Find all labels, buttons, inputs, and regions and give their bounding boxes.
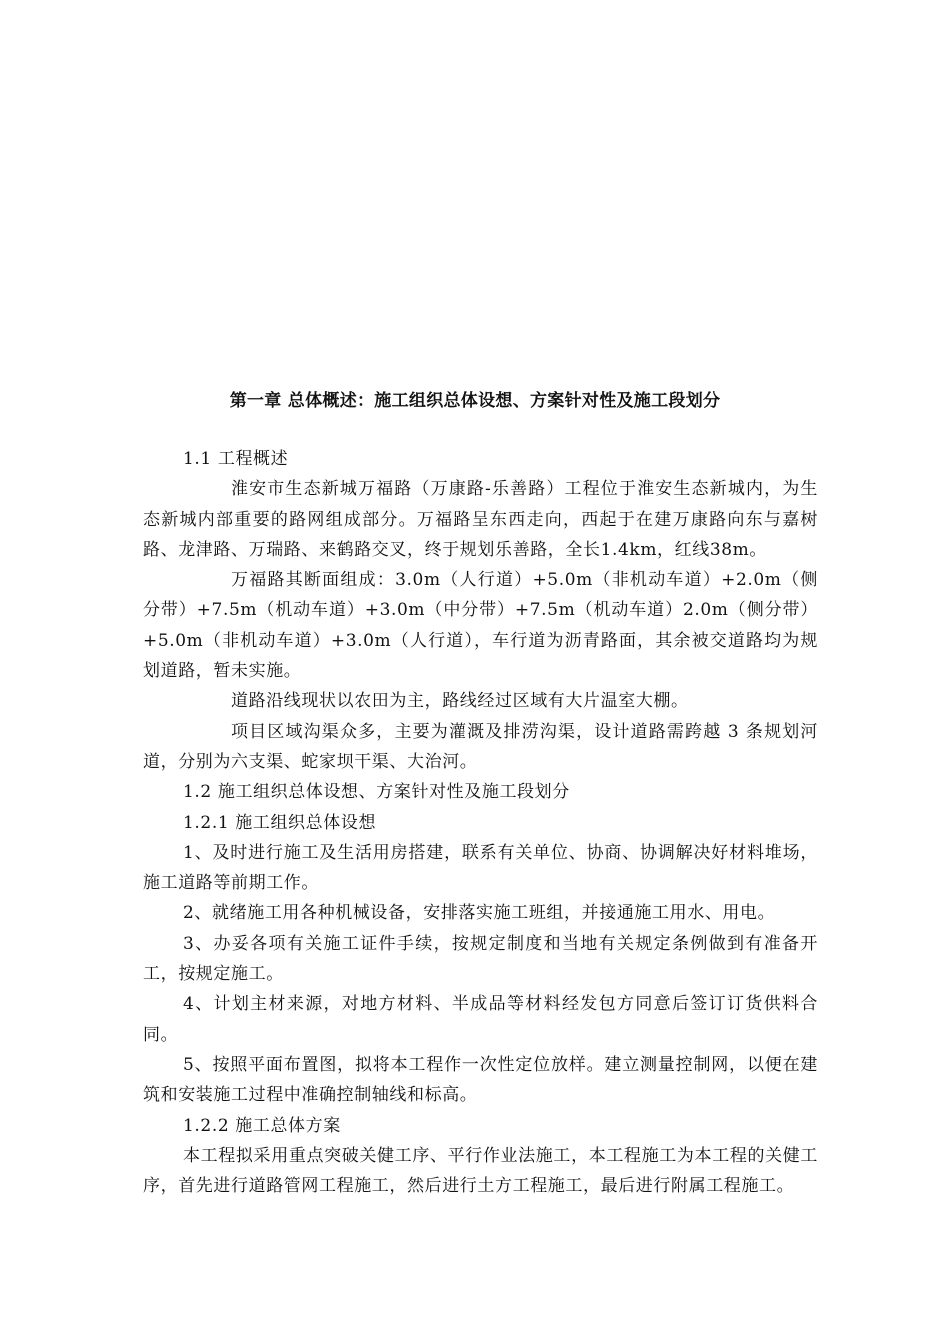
list-item-4: 4、计划主材来源，对地方材料、半成品等材料经发包方同意后签订订货供料合同。 xyxy=(143,994,818,1045)
section-heading-1-2-2: 1.2.2 施工总体方案 xyxy=(183,1115,341,1136)
list-item-5: 5、按照平面布置图，拟将本工程作一次性定位放样。建立测量控制网，以便在建筑和安装施工过程中准确控制轴线和标高。 xyxy=(143,1054,818,1106)
chapter-title: 第一章 总体概述：施工组织总体设想、方案针对性及施工段划分 xyxy=(229,391,721,411)
section-heading-1-1: 1.1 工程概述 xyxy=(183,449,289,469)
paragraph-overall-plan: 本工程拟采用重点突破关健工序、平行作业法施工，本工程施工为本工程的关健工序，首先进行道路管网工程施工，然后进行土方工程施工，最后进行附属工程施工。 xyxy=(143,1145,818,1197)
list-item-1: 1、及时进行施工及生活用房搭建，联系有关单位、协商、协调解决好材料堆场，施工道路等前期工作。 xyxy=(143,842,818,894)
paragraph-ditches: 项目区域沟渠众多，主要为灌溉及排涝沟渠，设计道路需跨越 3 条规划河道，分别为六支渠、蛇家坝干渠、大治河。 xyxy=(143,721,818,772)
paragraph-current-status: 道路沿线现状以农田为主，路线经过区域有大片温室大棚。 xyxy=(231,691,689,712)
list-item-2: 2、就绪施工用各种机械设备，安排落实施工班组，并接通施工用水、用电。 xyxy=(183,903,776,924)
section-heading-1-2-1: 1.2.1 施工组织总体设想 xyxy=(183,812,377,833)
list-item-3: 3、办妥各项有关施工证件手续，按规定制度和当地有关规定条例做到有准备开工，按规定施工。 xyxy=(143,933,818,985)
paragraph-project-location: 淮安市生态新城万福路（万康路-乐善路）工程位于淮安生态新城内，为生态新城内部重要的路网组成部分。万福路呈东西走向，西起于在建万康路向东与嘉树路、龙津路、万瑞路、来鹤路交叉，终于规划乐善路，全长1.4km，红线38m。 xyxy=(143,479,818,560)
paragraph-cross-section: 万福路其断面组成：3.0m（人行道）+5.0m（非机动车道）+2.0m（侧分带）+7.5m（机动车道）+3.0m（中分带）+7.5m（机动车道）2.0m（侧分带）+5.0m（非机动车道）+3.0m（人行道），车行道为沥青路面，其余被交道路均为规划道路，暂未实施。 xyxy=(143,570,818,682)
section-heading-1-2: 1.2 施工组织总体设想、方案针对性及施工段划分 xyxy=(183,782,570,803)
document-body xyxy=(143,444,818,1201)
